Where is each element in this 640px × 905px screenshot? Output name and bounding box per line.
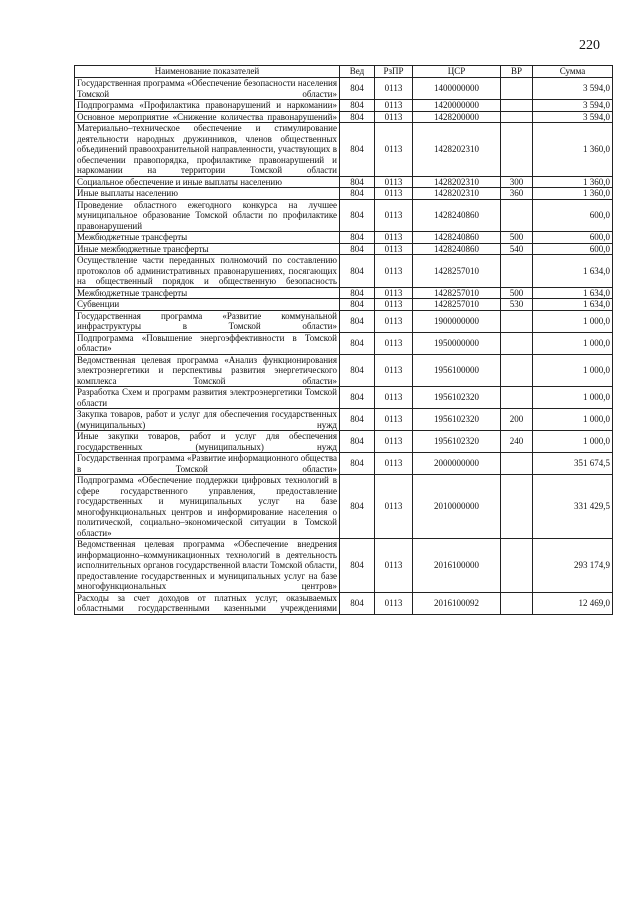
row-rzpr: 0113 — [375, 453, 413, 475]
row-sum: 1 000,0 — [533, 409, 613, 431]
row-name: Ведомственная целевая программа «Обеспечение внедрения информационно–коммуникационных технологий в деятельность исполнительных органов государственной власти Томской области, предоставление государственных и муниципальных услуг на базе многофункциональных центров» — [75, 539, 340, 593]
table-row — [75, 123, 613, 177]
row-rzpr: 0113 — [375, 592, 413, 614]
row-vr: 530 — [501, 299, 533, 311]
table-row — [75, 354, 613, 387]
row-name: Подпрограмма «Повышение энергоэффективности в Томской области» — [75, 332, 340, 354]
table-row — [75, 431, 613, 453]
row-sum: 1 360,0 — [533, 176, 613, 188]
row-csr: 2010000000 — [413, 475, 501, 539]
row-vr — [501, 475, 533, 539]
row-csr: 2016100092 — [413, 592, 501, 614]
table-row — [75, 387, 613, 409]
row-csr: 1956102320 — [413, 387, 501, 409]
row-csr: 2000000000 — [413, 453, 501, 475]
row-ved: 804 — [340, 123, 375, 177]
row-ved: 804 — [340, 409, 375, 431]
row-name: Иные закупки товаров, работ и услуг для обеспечения государственных (муниципальных) нужд — [75, 431, 340, 453]
row-rzpr: 0113 — [375, 100, 413, 112]
table-row — [75, 475, 613, 539]
table-row — [75, 310, 613, 332]
header-vr: ВР — [501, 66, 533, 78]
row-rzpr: 0113 — [375, 123, 413, 177]
row-csr: 1428257010 — [413, 255, 501, 288]
row-ved: 804 — [340, 232, 375, 244]
row-sum: 3 594,0 — [533, 78, 613, 100]
row-vr: 240 — [501, 431, 533, 453]
row-sum: 331 429,5 — [533, 475, 613, 539]
row-rzpr: 0113 — [375, 387, 413, 409]
row-csr: 1428240860 — [413, 199, 501, 232]
row-vr — [501, 453, 533, 475]
row-vr — [501, 111, 533, 123]
row-rzpr: 0113 — [375, 431, 413, 453]
row-sum: 351 674,5 — [533, 453, 613, 475]
row-sum: 1 634,0 — [533, 287, 613, 299]
header-sum: Сумма — [533, 66, 613, 78]
row-rzpr: 0113 — [375, 287, 413, 299]
row-rzpr: 0113 — [375, 111, 413, 123]
row-csr: 1428202310 — [413, 188, 501, 200]
row-vr — [501, 387, 533, 409]
table-row — [75, 539, 613, 593]
row-csr: 1428202310 — [413, 123, 501, 177]
row-vr — [501, 123, 533, 177]
row-rzpr: 0113 — [375, 475, 413, 539]
row-sum: 600,0 — [533, 243, 613, 255]
row-ved: 804 — [340, 100, 375, 112]
table-header-row — [75, 66, 613, 78]
row-sum: 293 174,9 — [533, 539, 613, 593]
row-csr: 1956102320 — [413, 431, 501, 453]
row-vr — [501, 255, 533, 288]
row-sum: 1 000,0 — [533, 431, 613, 453]
row-sum: 1 634,0 — [533, 255, 613, 288]
table-row — [75, 592, 613, 614]
row-rzpr: 0113 — [375, 188, 413, 200]
row-csr: 1420000000 — [413, 100, 501, 112]
table-row — [75, 232, 613, 244]
row-name: Расходы за счет доходов от платных услуг, оказываемых областными государственными казенными учреждениями — [75, 592, 340, 614]
page-number: 220 — [579, 38, 600, 53]
row-name: Межбюджетные трансферты — [75, 287, 340, 299]
row-ved: 804 — [340, 255, 375, 288]
row-sum: 1 000,0 — [533, 332, 613, 354]
row-csr: 1956102320 — [413, 409, 501, 431]
row-rzpr: 0113 — [375, 409, 413, 431]
row-name: Ведомственная целевая программа «Анализ функционирования электроэнергетики и перспективы развития энергетического комплекса Томской области» — [75, 354, 340, 387]
row-ved: 804 — [340, 299, 375, 311]
row-csr: 1900000000 — [413, 310, 501, 332]
row-ved: 804 — [340, 111, 375, 123]
row-rzpr: 0113 — [375, 255, 413, 288]
row-vr — [501, 539, 533, 593]
row-name: Осуществление части переданных полномочий по составлению протоколов об административных правонарушениях, посягающих на общественный порядок и общественную безопасность — [75, 255, 340, 288]
row-ved: 804 — [340, 78, 375, 100]
row-csr: 1428257010 — [413, 287, 501, 299]
budget-table — [74, 65, 613, 615]
row-name: Закупка товаров, работ и услуг для обеспечения государственных (муниципальных) нужд — [75, 409, 340, 431]
row-name: Иные межбюджетные трансферты — [75, 243, 340, 255]
row-sum: 600,0 — [533, 232, 613, 244]
row-rzpr: 0113 — [375, 310, 413, 332]
row-vr — [501, 100, 533, 112]
table-row — [75, 78, 613, 100]
row-rzpr: 0113 — [375, 539, 413, 593]
table-row — [75, 100, 613, 112]
row-csr: 1428240860 — [413, 243, 501, 255]
row-ved: 804 — [340, 176, 375, 188]
row-rzpr: 0113 — [375, 199, 413, 232]
row-ved: 804 — [340, 539, 375, 593]
row-sum: 1 000,0 — [533, 387, 613, 409]
table-row — [75, 176, 613, 188]
row-vr — [501, 354, 533, 387]
row-csr: 1428200000 — [413, 111, 501, 123]
row-ved: 804 — [340, 453, 375, 475]
row-rzpr: 0113 — [375, 332, 413, 354]
row-csr: 1428257010 — [413, 299, 501, 311]
table-row — [75, 453, 613, 475]
header-csr: ЦСР — [413, 66, 501, 78]
row-vr: 500 — [501, 287, 533, 299]
row-name: Социальное обеспечение и иные выплаты населению — [75, 176, 340, 188]
row-sum: 1 000,0 — [533, 310, 613, 332]
table-row — [75, 287, 613, 299]
row-name: Подпрограмма «Профилактика правонарушений и наркомании» — [75, 100, 340, 112]
row-sum: 1 360,0 — [533, 188, 613, 200]
row-vr — [501, 78, 533, 100]
row-vr: 200 — [501, 409, 533, 431]
row-name: Подпрограмма «Обеспечение поддержки цифровых технологий в сфере государственного управления, предоставление государственных и муниципальных услуг на базе многофункциональных центров и информирование населения о политической, социально–экономической ситуации в Томской области» — [75, 475, 340, 539]
row-sum: 1 360,0 — [533, 123, 613, 177]
table-row — [75, 188, 613, 200]
row-name: Государственная программа «Развитие информационного общества в Томской области» — [75, 453, 340, 475]
row-name: Иные выплаты населению — [75, 188, 340, 200]
table-row — [75, 199, 613, 232]
row-name: Проведение областного ежегодного конкурса на лучшее муниципальное образование Томской области по профилактике правонарушений — [75, 199, 340, 232]
row-ved: 804 — [340, 199, 375, 232]
row-sum: 1 000,0 — [533, 354, 613, 387]
row-csr: 1428202310 — [413, 176, 501, 188]
table-row — [75, 111, 613, 123]
table-row — [75, 255, 613, 288]
row-sum: 1 634,0 — [533, 299, 613, 311]
row-name: Субвенции — [75, 299, 340, 311]
row-sum: 12 469,0 — [533, 592, 613, 614]
row-ved: 804 — [340, 475, 375, 539]
row-name: Материально–техническое обеспечение и стимулирование деятельности народных дружинников, членов общественных объединений правоохранительной направленности, участвующих в обеспечении правопорядка, профилактике правонарушений и наркомании на территории Томской области — [75, 123, 340, 177]
row-ved: 804 — [340, 387, 375, 409]
table-body — [75, 78, 613, 615]
row-ved: 804 — [340, 287, 375, 299]
table-row — [75, 243, 613, 255]
row-name: Основное мероприятие «Снижение количества правонарушений» — [75, 111, 340, 123]
row-ved: 804 — [340, 354, 375, 387]
table-row — [75, 332, 613, 354]
row-vr: 540 — [501, 243, 533, 255]
table-row — [75, 299, 613, 311]
row-rzpr: 0113 — [375, 299, 413, 311]
header-name: Наименование показателей — [75, 66, 340, 78]
row-vr — [501, 199, 533, 232]
row-ved: 804 — [340, 431, 375, 453]
row-sum: 3 594,0 — [533, 100, 613, 112]
row-csr: 1950000000 — [413, 332, 501, 354]
row-vr: 500 — [501, 232, 533, 244]
row-name: Разработка Схем и программ развития электроэнергетики Томской области — [75, 387, 340, 409]
row-vr: 360 — [501, 188, 533, 200]
row-vr — [501, 310, 533, 332]
row-ved: 804 — [340, 592, 375, 614]
table-row — [75, 409, 613, 431]
row-rzpr: 0113 — [375, 354, 413, 387]
row-csr: 1428240860 — [413, 232, 501, 244]
row-sum: 3 594,0 — [533, 111, 613, 123]
row-rzpr: 0113 — [375, 232, 413, 244]
row-ved: 804 — [340, 243, 375, 255]
row-csr: 2016100000 — [413, 539, 501, 593]
row-ved: 804 — [340, 188, 375, 200]
header-rzpr: РзПР — [375, 66, 413, 78]
row-name: Межбюджетные трансферты — [75, 232, 340, 244]
row-name: Государственная программа «Развитие коммунальной инфраструктуры в Томской области» — [75, 310, 340, 332]
row-rzpr: 0113 — [375, 78, 413, 100]
row-sum: 600,0 — [533, 199, 613, 232]
row-rzpr: 0113 — [375, 243, 413, 255]
row-name: Государственная программа «Обеспечение безопасности населения Томской области» — [75, 78, 340, 100]
row-csr: 1400000000 — [413, 78, 501, 100]
row-rzpr: 0113 — [375, 176, 413, 188]
row-vr: 300 — [501, 176, 533, 188]
row-ved: 804 — [340, 332, 375, 354]
row-csr: 1956100000 — [413, 354, 501, 387]
row-vr — [501, 332, 533, 354]
header-ved: Вед — [340, 66, 375, 78]
row-ved: 804 — [340, 310, 375, 332]
row-vr — [501, 592, 533, 614]
